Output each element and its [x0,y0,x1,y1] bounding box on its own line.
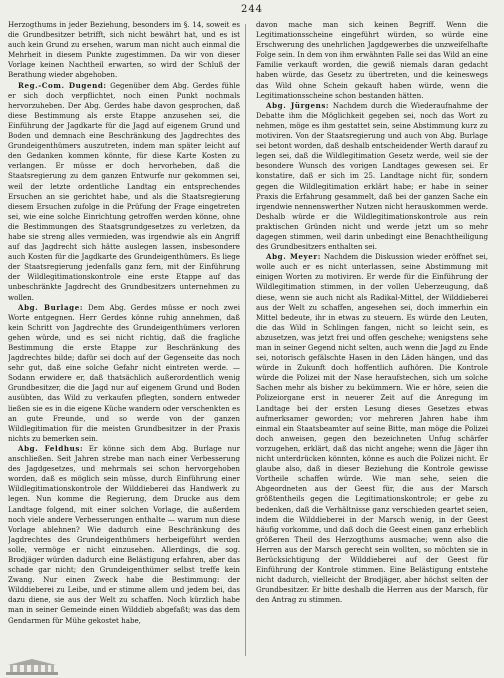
paragraph-text: davon mache man sich keinen Begriff. Wenn die Legitimationsscheine eingeführt würden, so würde eine Erschwerung des unehrlichen Jagdgewerbes die unzweifelhafte Folge sein. In dem von ihm erwähnten Falle sei das Wild an eine Familie verkauft worden, die gewiß niemals daran gedacht haben würde, das Gesetz zu übertreten, und die keineswegs das Wild ohne Schein gekauft haben würde, wenn die Legitimationsscheine schon bestanden hätten. [256,20,488,100]
column-divider [245,24,246,656]
paragraph [8,81,240,303]
paragraph-text: Gegenüber dem Abg. Gerdes fühle er sich doch verpflichtet, noch einen Punkt nochmals hervorzuheben. Der Abg. Gerdes habe davon gesprochen, daß diese Bestimmung als erste Etappe anzusehen sei, die Einführung der Jagdkarte für die Jagd auf eigenem Grund und Boden und demnach eine Beschränkung des Jagdrechtes des Grundeigenthümers auszutreten, indem man später leicht auf den Gedanken kommen könnte, für diese Karte Kosten zu verlangen. Er müsse er doch hervorheben, daß die Staatsregierung zu dem ganzen Entwurfe nur gekommen sei, weil der letzte ordentliche Landtag ein entsprechendes Ersuchen an sie gerichtet habe, und als die Staatsregierung diesem Ersuchen zufolge in die Prüfung der Frage eingetreten sei, wie eine solche Einrichtung getroffen werden könne, ohne die Bestimmungen des Staatsgrundgesetzes zu verletzen, da habe sie streng alles vermieden, was irgendwie als ein Angriff auf das Jagdrecht sich hätte auslegen lassen, insbesondere auch Kosten für die Jagdkarte des Grundeigenthümers. Es liege der Staatsregierung jedenfalls ganz fern, mit der Einführung der Wildlegitimationskontrole eine erste Etappe auf das unbeschränkte Jagdrecht des Grundbesitzers unternehmen zu wollen. [8,80,240,302]
library-building-logo [4,658,60,676]
speaker-name: Abg. Meyer: [266,252,321,262]
page-footer [0,656,504,678]
speaker-name: Reg.-Com. Dugend: [18,80,107,90]
paragraph-text: Nachdem die Diskussion wieder eröffnet sei, wolle auch er es nicht unterlassen, seine Abstimmung mit einigen Worten zu motiviren. Er werde für die Einführung der Wildlegitimation stimmen, in der vollen Ueberzeugung, daß diese, wenn sie auch nicht als Radikal-Mittel, der Wilddieberei aus der Welt zu schaffen, angesehen sei, doch immerhin ein Mittel bedeute, ihr in etwas zu steuern. Es würde den Leuten, die das Wild in Schlingen fangen, nicht so leicht sein, es abzusetzen, was jetzt frei und offen geschehe; wenigstens sehe man in seiner Gegend nicht selten, auch wenn die Jagd zu Ende sei, notorisch gefälschte Hasen in den Läden hängen, und das würde in Zukunft doch hoffentlich aufhören. Die Kontrole würde die Polizei mit der Nase heraufstechen, sich um solche Sachen mehr als bisher zu bekümmern. Wie er höre, seien die Polizeiorgane erst in neuerer Zeit auf die Anregung im Landtage bei der ersten Lesung dieses Gesetzes etwas aufmerksamer geworden; vor mehreren Jahren habe ihm einmal ein Staatsbeamter auf seine Bitte, man möge die Polizei doch anweisen, gegen den bezeichneten Unfug schärfer vorzugehen, erklärt, daß das nicht angehe; wenn die Jäger ihn nicht unterdrücken könnten, könne es auch die Polizei nicht. Er glaube also, daß in dieser Beziehung die Kontrole gewisse Vortheile schaffen würde. Wie man sehe, seien die Abgeordneten aus der Geest für, die aus der Marsch größtentheils gegen die Legitimationskontrole; er gebe zu bedenken, daß die Verhältnisse ganz verschieden geartet seien, indem die Wilddieberei in der Marsch wenig, in der Geest häufig vorkomme, und daß doch die Geest einen ganz erheblich größeren Theil des Herzogthums ausmache; wenn also die Herren aus der Marsch gerecht sein wollten, so möchten sie in Berücksichtigung der Wilddieberei auf der Geest für Einführung der Kontrole stimmen. Eine Belästigung entstehe nicht dadurch, vielleicht der Brodjäger, aber höchst selten der Grundbesitzer. Er bitte deshalb die Herren aus der Marsch, für den Antrag zu stimmen. [256,252,488,605]
paragraph-text: Dem Abg. Gerdes müsse er noch zwei Worte entgegnen. Herr Gerdes könne ruhig annehmen, daß kein Schritt von Jagdrechte des Grundeigenthümers verloren gehen würde, und es sei nicht richtig, daß die fragliche Bestimmung die erste Etappe zur Beschränkung des Jagdrechtes bilde; dafür sei doch auf der Gegenseite das noch sehr gut, daß eine solche Gefahr nicht eintreten werde. — Sodann erwidere er, daß thatsächlich außerordentlich wenig Grundbesitzer, die die Jagd nur auf eigenem Grund und Boden ausübten, das Wild zu verkaufen pflegten, sondern entweder ließen sie es in die eigene Küche wandern oder verschenkten es an gute Freunde, und so werde von der ganzen Wildlegitimation für die meisten Grundbesitzer in der Praxis nichts zu bemerken sein. [8,302,240,443]
speaker-name: Abg. Feldhus: [18,443,84,453]
speaker-name: Abg. Burlage: [18,302,84,312]
paragraph [256,20,488,101]
paragraph-text: Er könne sich dem Abg. Burlage nur anschließen. Seit Jahren strebe man nach einer Verbesserung des Jagdgesetzes, und mehrmals sei schon hervorgehoben worden, daß es möglich sein müsse, durch Einführung einer Wildlegitimationskontrole der Wilddieberei das Handwerk zu legen. Nun komme die Regierung, dem Drucke aus dem Landtage folgend, mit einer solchen Vorlage, die außerdem noch viele andere Verbesserungen enthalte — warum nun diese Vorlage ablehnen? Wie dadurch eine Beschränkung des Jagdrechtes des Grundeigenthümers herbeigeführt werden solle, vermöge er nicht einzusehen. Allerdings, die sog. Brodjäger würden dadurch eine Belästigung erfahren, aber das schade gar nicht; den Grundeigenthümer selbst treffe kein Zwang. Nur einen Zweck habe die Bestimmung: der Wilddieberei zu Leibe, und er stimme allem und jedem bei, das dazu diene, sie aus der Welt zu schaffen. Noch kürzlich habe man in seiner Gemeinde einen Wilddieb abgefaßt; was das dem Gendarmen für Mühe gekostet habe, [8,443,240,625]
paragraph [8,303,240,444]
paragraph-text: Nachdem durch die Wiederaufnahme der Debatte ihm die Möglichkeit gegeben sei, noch das Wort zu nehmen, möge es ihm gestattet sein, seine Abstimmung kurz zu motiviren. Von der Staatsregierung und auch von Abg. Burlage sei betont worden, daß deshalb entscheidender Werth darauf zu legen sei, daß die Wildlegitimation Gesetz werde, weil sie der besondere Wunsch des vorigen Landtages gewesen sei. Er konstatire, daß er sich im 25. Landtage nicht für, sondern gegen die Wildlegitimation erklärt habe; er habe in seiner Praxis die Erfahrung gesammelt, daß bei der ganzen Sache ein irgendwie nennenswerther Nutzen nicht herauskommen werde. Deshalb würde er die Wildlegitimationskontrole aus rein praktischen Gründen nicht und werde jetzt um so mehr dagegen stimmen, weil darin unbedingt eine Benachtheiligung des Grundbesitzers enthalten sei. [256,100,488,252]
left-column [8,20,240,662]
paragraph [8,444,240,626]
page-number: 244 [240,4,264,15]
paragraph-text: Herzogthums in jeder Beziehung, besonders im §. 14, soweit es die Grundbesitzer betrifft, sich nicht bewährt hat, und es ist auch kein Grund zu ersehen, warum man nicht auch einmal die Mehrheit in diesem Punkte zugestimmen. Da wir von dieser Vorlage keinen Nachtheil erwarten, so wird der Schluß der Berathung wieder abgehoben. [8,20,240,80]
paragraph [256,252,488,605]
right-column [256,20,488,662]
speaker-name: Abg. Jürgens: [266,100,330,110]
paragraph [256,101,488,252]
paragraph [8,20,240,81]
